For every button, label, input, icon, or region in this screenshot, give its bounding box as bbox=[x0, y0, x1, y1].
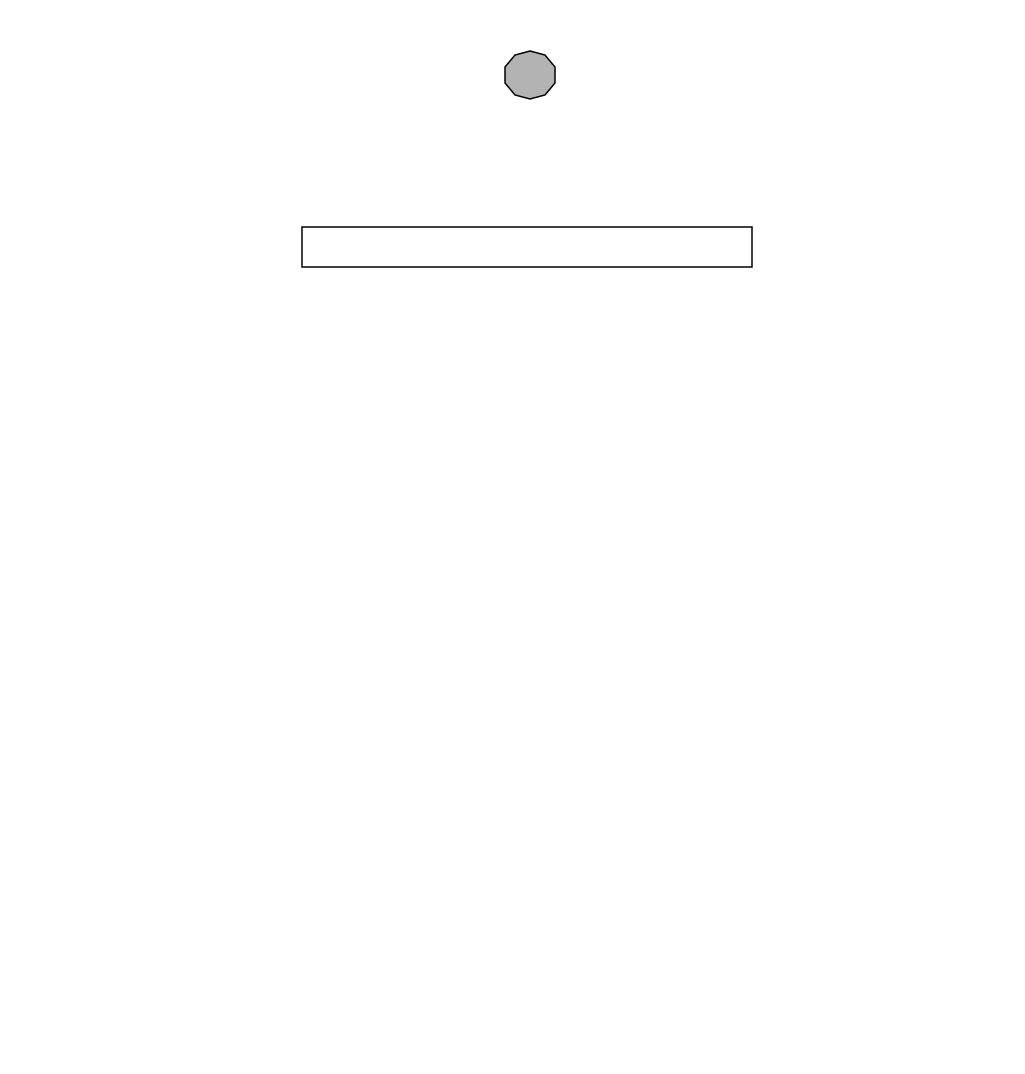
absorption-spectrum-chart bbox=[0, 570, 1025, 1074]
light-source-icon bbox=[505, 51, 555, 99]
spectrum-strip bbox=[302, 227, 752, 267]
